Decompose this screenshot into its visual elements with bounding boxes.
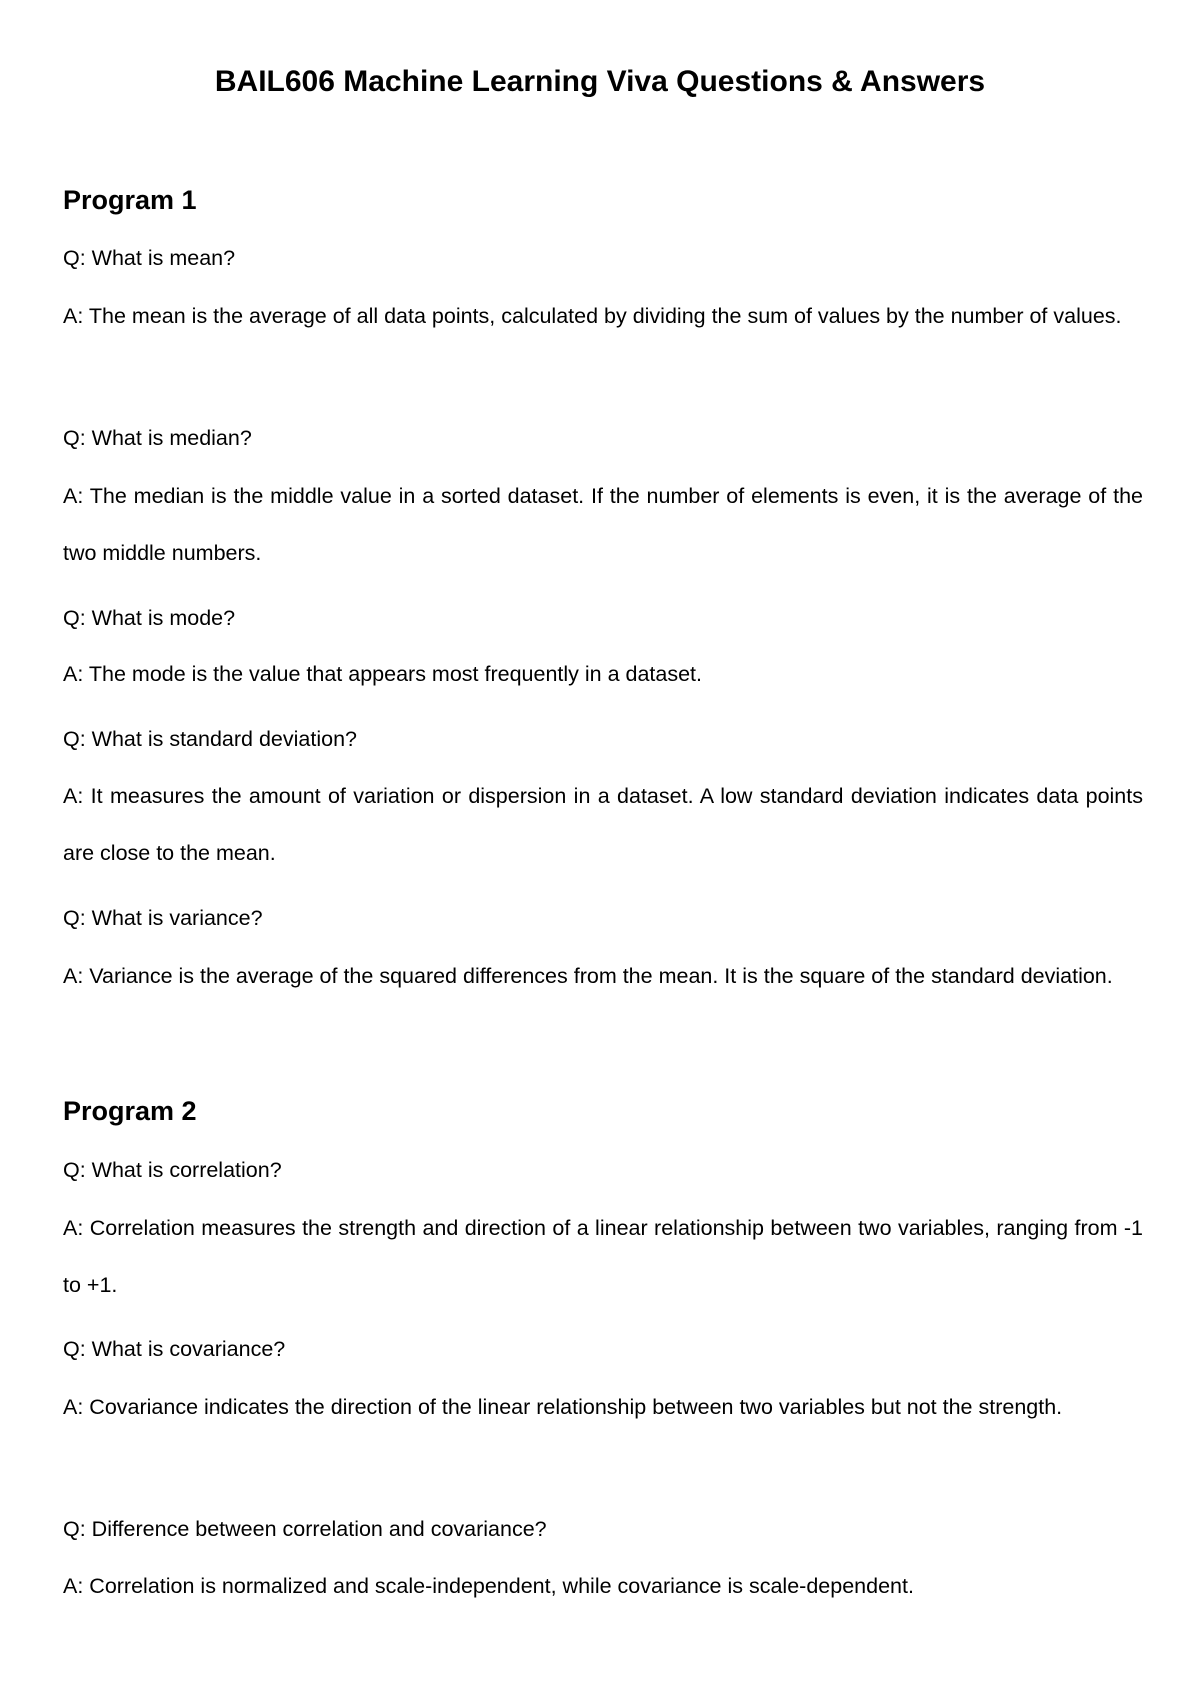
question-standard-deviation: Q: What is standard deviation? xyxy=(63,727,357,751)
section-heading-program-1: Program 1 xyxy=(63,185,197,215)
answer-variance: A: Variance is the average of the squared differences from the mean. It is the square of the standard deviation. xyxy=(63,964,1113,988)
answer-standard-deviation: A: It measures the amount of variation or dispersion in a dataset. A low standard deviation indicates data points are close to the mean. xyxy=(63,784,1143,865)
answer-covariance: A: Covariance indicates the direction of the linear relationship between two variables but not the strength. xyxy=(63,1395,1063,1419)
question-median: Q: What is median? xyxy=(63,426,252,450)
question-variance: Q: What is variance? xyxy=(63,906,263,930)
answer-median: A: The median is the middle value in a sorted dataset. If the number of elements is even, it is the average of the two middle numbers. xyxy=(63,484,1143,565)
answer-correlation-vs-covariance: A: Correlation is normalized and scale-independent, while covariance is scale-dependent. xyxy=(63,1574,914,1598)
answer-mode: A: The mode is the value that appears most frequently in a dataset. xyxy=(63,662,703,686)
answer-correlation: A: Correlation measures the strength and direction of a linear relationship between two variables, ranging from -1 to +1. xyxy=(63,1216,1143,1297)
question-correlation: Q: What is correlation? xyxy=(63,1158,282,1182)
question-mode: Q: What is mode? xyxy=(63,606,236,630)
question-covariance: Q: What is covariance? xyxy=(63,1337,286,1361)
section-heading-program-2: Program 2 xyxy=(63,1096,197,1126)
document-title: BAIL606 Machine Learning Viva Questions & Answers xyxy=(214,65,986,98)
question-mean: Q: What is mean? xyxy=(63,246,236,270)
question-correlation-vs-covariance: Q: Difference between correlation and covariance? xyxy=(63,1517,547,1541)
answer-mean: A: The mean is the average of all data points, calculated by dividing the sum of values by the number of values. xyxy=(63,304,1122,328)
